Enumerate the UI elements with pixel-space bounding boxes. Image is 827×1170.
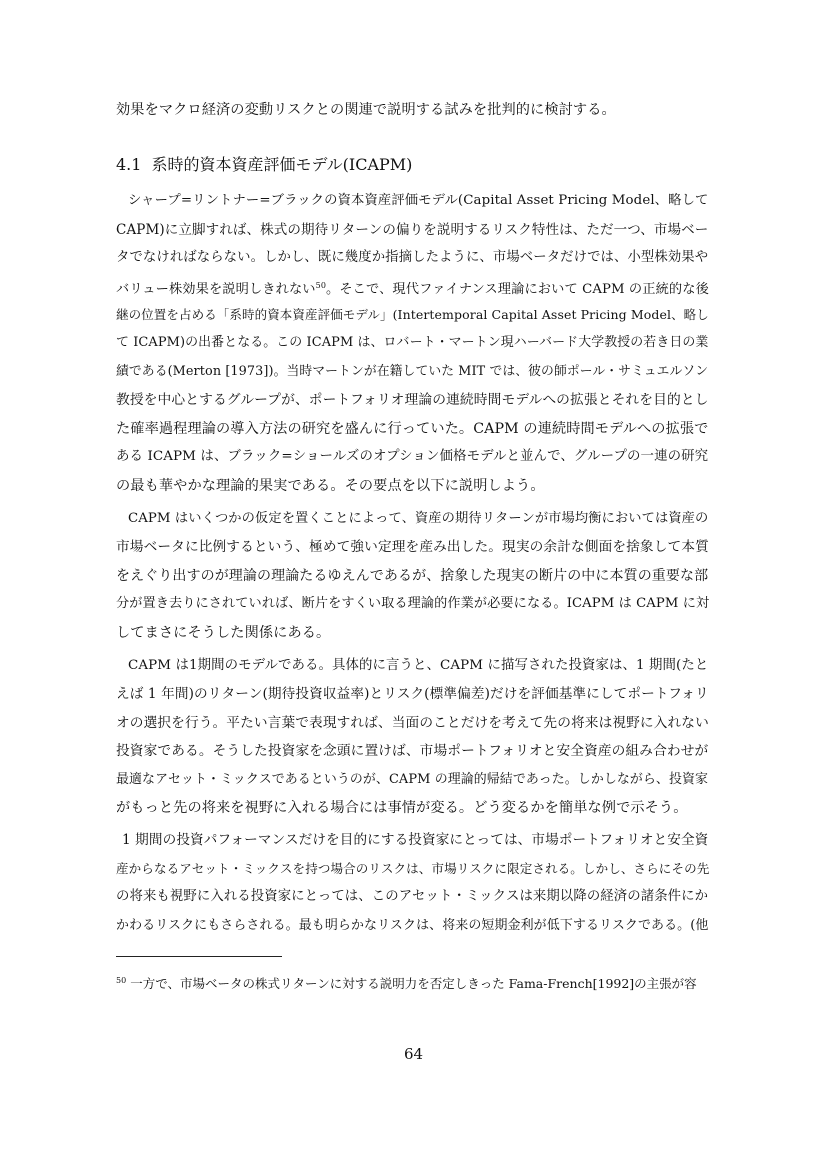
text-line: えば 1 年間)のリターン(期待投資収益率)とリスク(標準偏差)だけを評価基準にしてポートフォリ [116, 686, 709, 702]
text-line: 1 期間の投資パフォーマンスだけを目的にする投資家にとっては、市場ポートフォリオと安全資 [122, 832, 709, 848]
text-line: CAPM)に立脚すれば、株式の期待リターンの偏りを説明するリスク特性は、ただ一つ、市場ベー [116, 222, 709, 238]
page-number: 64 [403, 1045, 424, 1063]
text-line: 教授を中心とするグループが、ポートフォリオ理論の連続時間モデルへの拡張とそれを目的とし [116, 392, 709, 408]
text-line: 継の位置を占める「系時的資本資産評価モデル」(Intertemporal Capital Asset Pricing Model、略し [116, 307, 709, 322]
text-line: て ICAPM)の出番となる。この ICAPM は、ロバート・マートン現ハーバード大学教授の若き日の業 [116, 335, 709, 350]
section-heading [116, 154, 412, 176]
text-line: の最も華やかな理論的果実である。その要点を以下に説明しよう。 [116, 478, 545, 494]
text-line: オの選択を行う。平たい言葉で表現すれば、当面のことだけを考えて先の将来は視野に入れない [116, 715, 709, 731]
footnote-divider [116, 956, 282, 957]
text-line: がもっと先の将来を視野に入れる場合には事情が変る。どう変るかを簡単な例で示そう。 [116, 800, 688, 816]
text-line: 最適なアセット・ミックスであるというのが、CAPM の理論的帰結であった。しかしながら、投資家 [116, 772, 709, 787]
text-line: してまさにそうした関係にある。 [116, 625, 331, 641]
text-line: をえぐり出すのが理論の理論たるゆえんであるが、捨象した現実の断片の中に本質の重要な部 [116, 568, 709, 584]
text-line: CAPM はいくつかの仮定を置くことによって、資産の期待リターンが市場均衡においては資産の [128, 511, 709, 526]
text-line: CAPM は1期間のモデルである。具体的に言うと、CAPM に描写された投資家は、1 期間(たと [128, 658, 709, 673]
footnote-text: 一方で、市場ベータの株式リターンに対する説明力を否定しきった Fama-French[1992]の主張が容 [130, 976, 697, 991]
text-line: 産からなるアセット・ミックスを持つ場合のリスクは、市場リスクに限定される。しかし、さらにその先 [116, 861, 710, 876]
footnote-reference: 50 [315, 281, 327, 290]
intro-line: 効果をマクロ経済の変動リスクとの関連で説明する試みを批判的に検討する。 [116, 102, 616, 118]
section-number: 4.1 [116, 155, 142, 174]
text-line: の将来も視野に入れる投資家にとっては、このアセット・ミックスは来期以降の経済の諸条件にか [116, 889, 709, 904]
text-line: た確率過程理論の導入方法の研究を盛んに行っていた。CAPM の連続時間モデルへの拡張で [116, 421, 709, 437]
text-line: ある ICAPM は、ブラック=ショールズのオプション価格モデルと並んで、グループの一連の研究 [116, 449, 709, 464]
text-line [116, 276, 709, 300]
text-line: 分が置き去りにされていれば、断片をすくい取る理論的作業が必要になる。ICAPM は CAPM に対 [116, 596, 710, 611]
text-line: シャープ=リントナー=ブラックの資本資産評価モデル(Capital Asset Pricing Model、略して [128, 193, 709, 208]
footnote-number: 50 [116, 976, 127, 985]
text-line: タでなければならない。しかし、既に幾度か指摘したように、市場ベータだけでは、小型株効果や [116, 250, 709, 265]
section-title: 系時的資本資産評価モデル(ICAPM) [151, 155, 413, 174]
text-line: 市場ベータに比例するという、極めて強い定理を産み出した。現実の余計な側面を捨象して本質 [116, 539, 709, 555]
text-line: かわるリスクにもさらされる。最も明らかなリスクは、将来の短期金利が低下するリスクである。(他 [116, 918, 709, 933]
text-segment: バリュー株効果を説明しきれない [116, 282, 316, 297]
text-segment: 。そこで、現代ファイナンス理論において CAPM の正統的な後 [326, 282, 709, 297]
footnote [116, 972, 697, 993]
text-line: 投資家である。そうした投資家を念頭に置けば、市場ポートフォリオと安全資産の組み合わせが [116, 743, 709, 759]
text-line: 績である(Merton [1973])。当時マートンが在籍していた MIT では、彼の師ポール・サミュエルソン [116, 364, 709, 379]
